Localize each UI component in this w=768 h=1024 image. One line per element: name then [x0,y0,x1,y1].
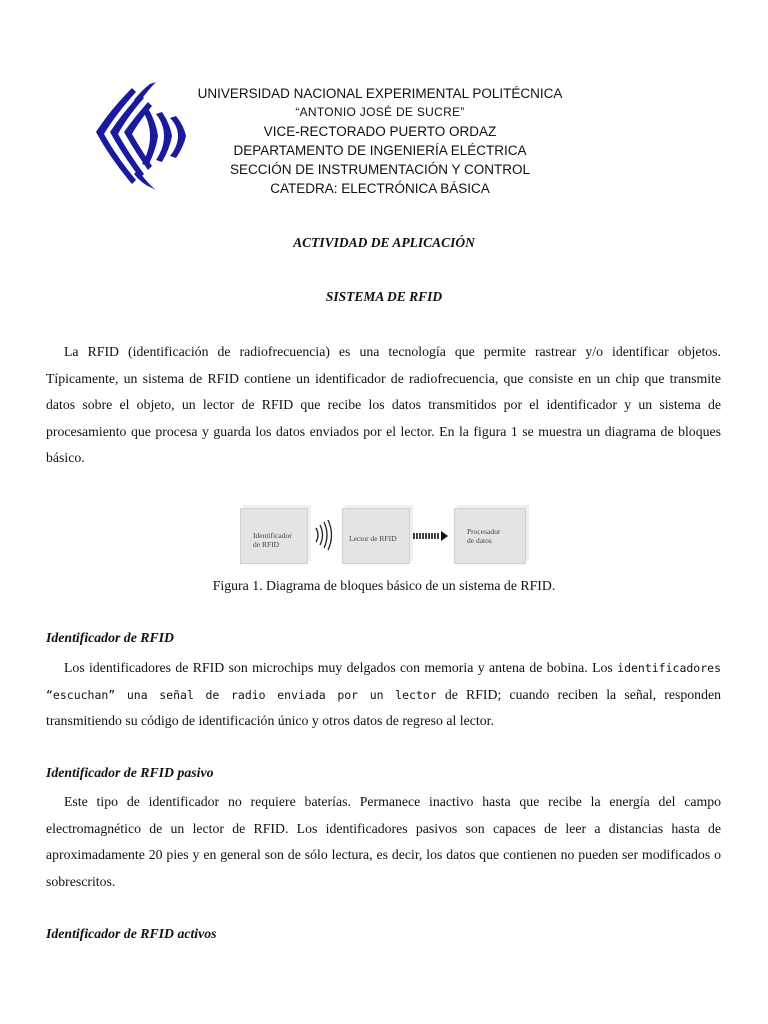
radio-waves-icon [312,518,340,552]
intro-paragraph [46,339,721,472]
block-procesador-line1: Procesador [467,527,501,536]
section-heading-pasivo: Identificador de RFID pasivo [46,765,214,780]
activity-title: ACTIVIDAD DE APLICACIÓN [293,235,475,250]
institution-header [170,84,590,198]
section-heading-identificador: Identificador de RFID [46,630,175,645]
section-heading-activos: Identificador de RFID activos [46,926,217,941]
block-diagram-figure [240,500,530,566]
block-procesador-line2: de datos [467,536,492,545]
figure-caption: Figura 1. Diagrama de bloques básico de un sistema de RFID. [212,578,556,593]
header-line-university: UNIVERSIDAD NACIONAL EXPERIMENTAL POLITÉCNICA [197,86,563,101]
header-line-vice-rectorado: VICE-RECTORADO PUERTO ORDAZ [263,124,497,139]
s1-text-a: Los identificadores de RFID son microchips muy delgados con memoria y antena de bobina. Los [64,660,618,675]
block-identificador-line2: de RFID [253,540,280,549]
intro-text: La RFID (identificación de radiofrecuencia) es una tecnología que permite rastrear y/o identificar objetos. Típicamente, un sistema de RFID contiene un identificador de radiofrecuencia, que consiste en un chip que transmite datos sobre el objeto, un lector de RFID que recibe los datos transmitidos por el identificador y un sistema de procesamiento que procesa y guarda los datos enviados por el lector. En la figura 1 se muestra un diagrama de bloques básico. [46,344,721,465]
block-identificador-line1: Identificador [253,531,292,540]
s1-text-mono: identificadores “escuchan” una señal de radio enviada por un lector [46,661,721,702]
header-line-catedra: CATEDRA: ELECTRÓNICA BÁSICA [270,181,490,196]
system-title: SISTEMA DE RFID [325,289,443,304]
data-transfer-arrow-icon [412,530,450,542]
header-line-departamento: DEPARTAMENTO DE INGENIERÍA ELÉCTRICA [233,143,527,158]
header-line-seccion: SECCIÓN DE INSTRUMENTACIÓN Y CONTROL [229,162,531,177]
s2-text: Este tipo de identificador no requiere baterías. Permanece inactivo hasta que recibe la energía del campo electromagnético de un lector de RFID. Los identificadores pasivos son capaces de leer a distancias hasta de aproximadamente 20 pies y en general son de sólo lectura, es decir, los datos que contienen no pueden ser modificados o sobrescritos. [46,794,721,889]
header-line-name: “ANTONIO JOSÉ DE SUCRE” [295,105,465,119]
section-paragraph-identificador [46,655,721,735]
section-paragraph-pasivo [46,789,721,895]
block-procesador [454,508,526,564]
s1-text-b: de RFID; cuando reciben la señal, responden transmitiendo su código de identificación único y otros datos de regreso al lector. [46,686,721,728]
block-lector-label: Lector de RFID [349,534,397,543]
block-identificador [240,508,308,564]
block-lector [342,508,410,564]
